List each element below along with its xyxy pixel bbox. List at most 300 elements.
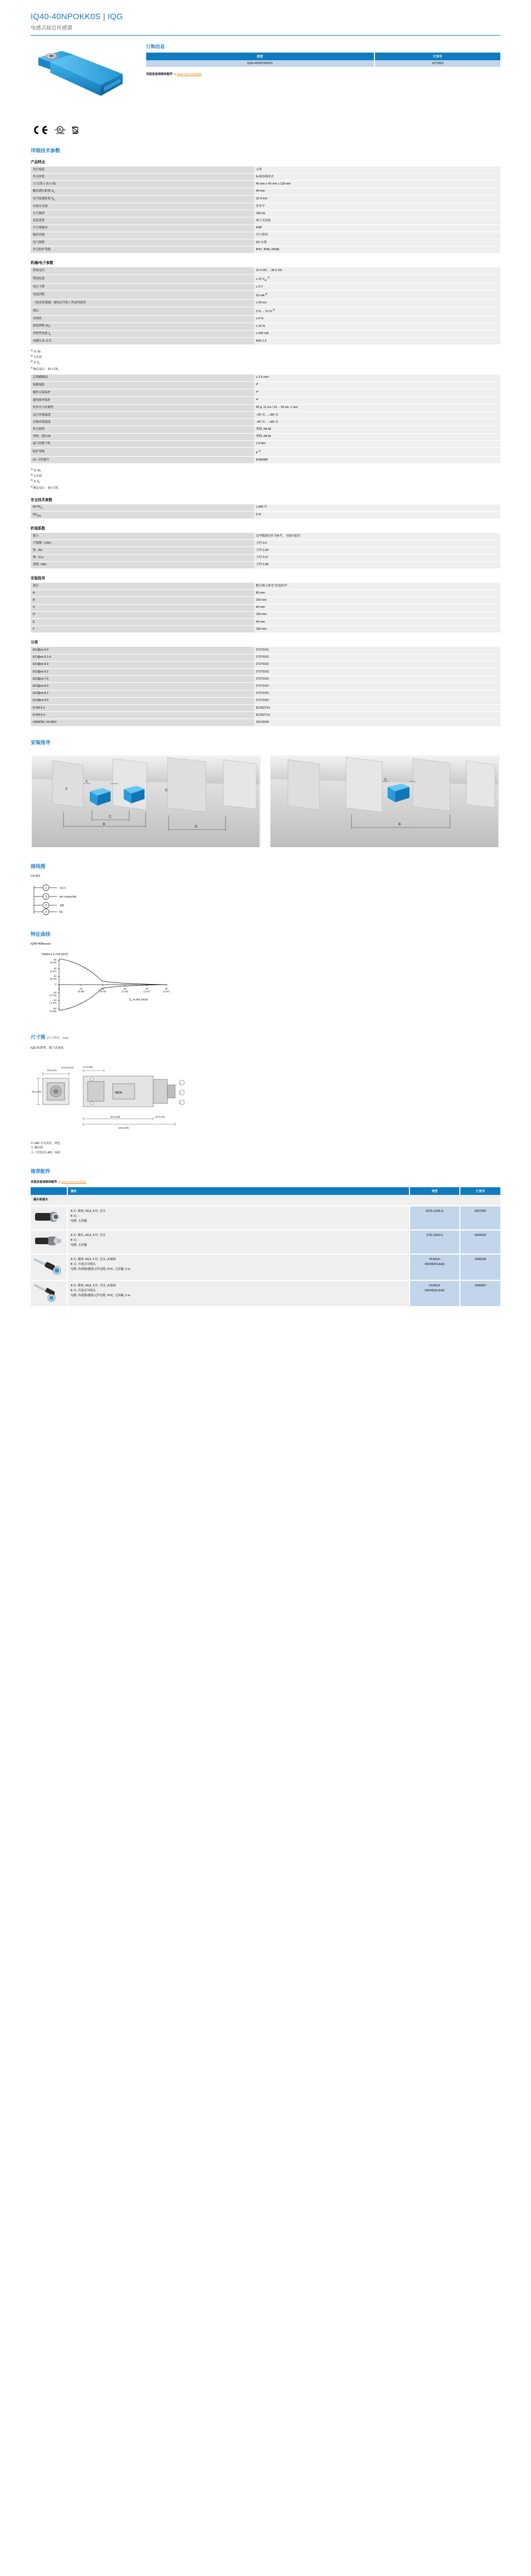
spec-key: ECl@ss 6.2	[31, 669, 254, 675]
table-row	[31, 605, 500, 611]
legend-item: ③ 工作状态 LED，绿色	[31, 1151, 61, 1155]
spec-key: 再现性	[31, 316, 254, 323]
table-row	[31, 562, 500, 568]
spec-value: 120 mm	[254, 612, 500, 618]
svg-text:UL: UL	[57, 128, 62, 132]
svg-text:2: 2	[45, 895, 47, 899]
product-image	[31, 43, 143, 113]
table-row	[31, 705, 500, 711]
spec-key: 连接类型	[31, 217, 254, 224]
dimensions-unit-note: (尺寸单位：mm)	[47, 1036, 69, 1040]
spec-value: ≤ 2 V	[254, 284, 500, 290]
accessory-description: A 头: 插头, M12, 4 针, 直头 B 头: - 电缆: 无屏蔽	[67, 1230, 409, 1254]
table-row	[31, 174, 500, 180]
table-row	[31, 612, 500, 618]
spec-value: 27270101	[254, 662, 500, 668]
accessory-type: DOS-1204-G	[409, 1206, 460, 1230]
spec-value: 20 mA $^{2)}$	[254, 291, 500, 299]
accessories-section-title: 推荐配件	[31, 1169, 51, 1175]
footnotes-mechanical-continued	[31, 468, 500, 490]
spec-value: 27270101	[254, 683, 500, 689]
spec-value: 27270101	[254, 669, 500, 675]
table-row	[31, 267, 500, 274]
spec-value: ≤ 50 ms	[254, 300, 500, 306]
accessory-description: A 头: 插座, M12, 4 针, 弯头, A 编码 B 头: 开放式导线头 电缆: 传感器/激励元件电缆, PVC, 无屏蔽, 5 m	[67, 1280, 409, 1307]
svg-text:E: E	[165, 789, 168, 792]
spec-key: 供电电压	[31, 267, 254, 274]
spec-table-safety	[31, 504, 500, 519]
curve-section-title: 特征曲线	[31, 931, 51, 937]
accessories-group-header	[31, 1195, 500, 1206]
svg-text:118 (4.65): 118 (4.65)	[118, 1126, 129, 1129]
svg-text:us: us	[63, 128, 66, 131]
header-divider	[31, 35, 500, 36]
ordering-cell-type: IQ40-40NPOKK0S	[146, 60, 374, 67]
accessories-note-link[interactable]: www.sick.com/IQG	[61, 1181, 86, 1185]
svg-text:B: B	[103, 823, 106, 826]
table-row	[31, 323, 500, 330]
spec-key: ECl@ss 5.1.4	[31, 654, 254, 661]
svg-text:-(M): -(M)	[59, 904, 65, 907]
table-row	[31, 307, 500, 315]
table-row	[31, 457, 500, 463]
arrow-icon: ➜	[174, 73, 176, 76]
accessories-note	[31, 1180, 500, 1184]
table-row	[31, 316, 500, 323]
svg-text:c: c	[54, 128, 56, 131]
spec-value: –25 °C ... +85 °C	[254, 412, 500, 418]
spec-key: A	[31, 590, 254, 596]
spec-value: 40 mm	[254, 619, 500, 625]
spec-key: 电压下降	[31, 284, 254, 290]
spec-value: ≤ 2.5 mm²	[254, 375, 500, 381]
spec-value: 端子式连接	[254, 217, 500, 224]
spec-key: 黄铜（Ms）	[31, 562, 254, 568]
table-row	[31, 210, 500, 217]
spec-value: 27270101	[254, 676, 500, 682]
table-row	[31, 412, 500, 418]
svg-text:(0.79): (0.79)	[100, 990, 106, 993]
accessories-header-row	[31, 1187, 500, 1195]
certification-marks	[31, 123, 500, 135]
svg-text:(0.39): (0.39)	[78, 990, 84, 993]
spec-value: 150 mm	[254, 626, 500, 633]
spec-key: 不锈钢（V2A）	[31, 540, 254, 547]
footnotes-mechanical	[31, 349, 500, 371]
spec-value: 大约 0.27	[254, 555, 500, 561]
spec-key: 滞后	[31, 307, 254, 315]
footnote: $^{4)}$ 额定电压： 50 V DC.	[31, 366, 59, 371]
spec-key: 外壳防护等级	[31, 246, 254, 253]
table-row	[31, 188, 500, 196]
spec-value: 27270101	[254, 654, 500, 661]
table-row	[31, 540, 500, 547]
svg-text:21 (0.83): 21 (0.83)	[83, 1065, 93, 1068]
spec-value: 27270101	[254, 698, 500, 704]
spec-value	[254, 397, 500, 404]
accessory-order-no: 6009932	[460, 1230, 500, 1254]
spec-value: ≤ 6 %	[254, 316, 500, 323]
arrow-icon: ➜	[58, 1181, 61, 1185]
svg-text:0: 0	[58, 987, 60, 990]
spec-key: 尺寸(宽 x 高 x 深)	[31, 181, 254, 187]
curve-x-axis-label: $S_n$ in mm (inch)	[129, 998, 148, 1002]
footnote: $^{1)}$ 从 Ub.	[31, 468, 42, 473]
spec-key: 运行环境温度	[31, 412, 254, 418]
spec-key: C	[31, 605, 254, 611]
spec-value: 150 mm	[254, 597, 500, 603]
spec-value: 0 %	[254, 511, 500, 519]
table-row	[31, 719, 500, 726]
spec-key: 安全接通距离 $S_a$	[31, 196, 254, 203]
svg-text:0: 0	[55, 982, 56, 986]
svg-text:NC: NC	[59, 910, 64, 914]
weee-mark	[71, 125, 80, 135]
footnote: $^{2)}$ 无负荷.	[31, 473, 43, 478]
ordering-col-order-no: 订货号	[374, 53, 500, 60]
table-row	[31, 203, 500, 210]
table-row	[31, 300, 500, 306]
ordering-note-link[interactable]: www.sick.com/IQG	[177, 73, 202, 76]
spec-value: 27270101	[254, 691, 500, 697]
spec-key: 备注	[31, 583, 254, 589]
svg-text:(-1.57): (-1.57)	[49, 1001, 56, 1004]
spec-value: 3 % ... 15 % $^{3)}$	[254, 307, 500, 315]
accessories-col-order-no: 订货号	[460, 1187, 500, 1195]
ordering-note	[146, 72, 500, 76]
accessory-type: STE-1204-G	[409, 1230, 460, 1254]
wiring-code: Cd-341	[31, 874, 41, 878]
svg-text:(3.05): (3.05)	[50, 961, 56, 964]
table-row	[31, 225, 500, 232]
table-row	[146, 60, 500, 67]
accessory-description: A 头: 插座, M12, 4 针, 直头 B 头: - 电缆: 无屏蔽	[67, 1206, 409, 1230]
group-title-reduction-factor: 折现系数	[31, 526, 45, 531]
table-row	[31, 338, 500, 344]
svg-text:A: A	[384, 778, 387, 781]
ordering-table	[146, 53, 500, 67]
spec-key: UL 文件编号	[31, 457, 254, 463]
spec-key: 通电脉冲保护	[31, 397, 254, 404]
footnote: $^{1)}$ 从 Ub.	[31, 349, 42, 354]
table-row	[31, 590, 500, 596]
group-title-mounting-data: 安装指导	[31, 576, 45, 580]
table-row	[31, 683, 500, 689]
page-subtitle: 电感式接近传感器	[31, 25, 73, 31]
wiring-section-title: 接线图	[31, 863, 46, 869]
spec-value: 标准结构形式	[254, 174, 500, 180]
table-row	[31, 533, 500, 539]
table-row	[31, 217, 500, 224]
spec-value: 大约 0.38	[254, 562, 500, 568]
svg-text:D: D	[195, 825, 198, 829]
spec-value: ≤ 200 mA	[254, 331, 500, 338]
svg-text:50: 50	[165, 987, 168, 990]
check-icon: ✔	[256, 398, 259, 402]
dimensions-subtitle: IQG 标准型，端子式连接	[31, 1046, 64, 1050]
spec-value: E340498	[254, 457, 500, 463]
detail-section-title: 详细技术参数	[31, 148, 61, 153]
table-row	[31, 382, 500, 389]
svg-text:ø 5,5 (0.22): ø 5,5 (0.22)	[61, 1066, 74, 1069]
table-row	[31, 626, 500, 633]
table-row	[31, 647, 500, 653]
page-header	[31, 0, 500, 36]
ordering-cell-order-no: 1071853	[374, 60, 500, 67]
spec-key: （接近传感器）通电后开始工作前的延时	[31, 300, 254, 306]
svg-text:1: 1	[180, 1082, 182, 1084]
table-row	[31, 583, 500, 589]
spec-value: 80 mm	[254, 590, 500, 596]
spec-key: 提示	[31, 533, 254, 539]
table-row	[31, 1254, 500, 1280]
svg-text:1: 1	[45, 886, 47, 890]
spec-key: 输出功能	[31, 232, 254, 239]
ordering-col-type: 类型	[146, 53, 374, 60]
table-row	[31, 597, 500, 603]
spec-key: 温度漂移 $(S_r)$	[31, 323, 254, 330]
table-row	[31, 181, 500, 187]
spec-value: 100 Hz	[254, 210, 500, 217]
svg-text:3: 3	[45, 904, 47, 907]
spec-key: ECl@ss 6.0	[31, 662, 254, 668]
svg-text:(1.57): (1.57)	[50, 969, 56, 973]
spec-value	[254, 382, 500, 389]
spec-value: 32.4 mm	[254, 196, 500, 203]
mounting-section-title: 安装指导	[31, 739, 51, 745]
spec-value: DC 3 线	[254, 239, 500, 246]
accessory-order-no: 6007302	[460, 1206, 500, 1230]
spec-key: 铜（Cu）	[31, 555, 254, 561]
svg-text:(1.97): (1.97)	[163, 990, 170, 993]
accessories-note-text: 其他设备规格和配件	[31, 1181, 57, 1185]
spec-key: ECl@ss 7.0	[31, 676, 254, 682]
svg-text:40 (1.57): 40 (1.57)	[47, 1068, 57, 1072]
table-row	[31, 419, 500, 426]
spec-value: –40 °C ... +85 °C	[254, 419, 500, 426]
spec-key: ECl@ss 8.0	[31, 683, 254, 689]
spec-key: $DC_{avg}$	[31, 511, 254, 519]
svg-text:-60: -60	[53, 1007, 56, 1010]
table-row	[31, 405, 500, 411]
ul-listed-mark	[54, 125, 66, 135]
table-row	[31, 426, 500, 433]
dimensions-section-title	[31, 1033, 500, 1040]
svg-text:+(L+): +(L+)	[59, 886, 66, 890]
spec-value: 开口常闭	[254, 232, 500, 239]
table-row	[31, 166, 500, 173]
svg-text:40 (1.57): 40 (1.57)	[155, 1115, 165, 1118]
table-row	[31, 246, 500, 253]
table-row	[31, 232, 500, 239]
accessory-type: YG2A14- 050VB3XLEAX	[409, 1280, 460, 1307]
footnote: $^{4)}$ 额定电压： 50 V DC.	[31, 485, 59, 490]
table-row	[31, 196, 500, 203]
svg-text:(1.18): (1.18)	[122, 990, 128, 993]
spec-value: II $^{4)}$	[254, 448, 500, 456]
svg-text:C: C	[109, 815, 112, 819]
spec-value: 大约 0.9	[254, 540, 500, 547]
connector-socket-straight-icon	[31, 1206, 67, 1230]
accessories-group-label: 插头和接头	[31, 1195, 500, 1206]
spec-table-reduction-factor	[31, 532, 500, 569]
spec-value: 塑料, PA 66	[254, 434, 500, 440]
svg-text:(-3.05): (-3.05)	[49, 1009, 56, 1013]
table-row	[31, 441, 500, 447]
page-title: IQ40-40NPOKK0S | IQG	[31, 12, 123, 21]
table-row	[31, 1230, 500, 1254]
svg-text:SICK: SICK	[115, 1091, 123, 1095]
spec-value: ± 10 %	[254, 323, 500, 330]
table-row	[31, 284, 500, 290]
spec-value: 1,406 年	[254, 504, 500, 511]
svg-text:10: 10	[79, 987, 83, 990]
svg-text:3: 3	[180, 1101, 182, 1104]
spec-table-mechanical-continued	[31, 374, 500, 464]
spec-value: 塑料, PA 66	[254, 426, 500, 433]
footnote: $^{2)}$ 无负荷.	[31, 354, 43, 359]
spec-key: 安装在金属	[31, 203, 254, 210]
table-row	[31, 331, 500, 338]
spec-key: 外壳形状	[31, 174, 254, 180]
spec-value: 10 V DC ... 30 V DC	[254, 267, 500, 274]
svg-text:40: 40	[145, 987, 148, 990]
spec-value: 30 g, 11 ms / 10 ... 55 Hz, 1 mm	[254, 405, 500, 411]
spec-key: E	[31, 619, 254, 625]
accessories-col-type: 类型	[409, 1187, 460, 1195]
spec-key: 外壳材料	[31, 426, 254, 433]
spec-key: 极性反接保护	[31, 389, 254, 396]
svg-text:not connected: not connected	[59, 895, 77, 899]
table-row	[31, 504, 500, 511]
table-row	[31, 389, 500, 396]
group-title-product-features: 产品特点	[31, 160, 45, 164]
spec-value: 39122030	[254, 719, 500, 726]
table-row	[31, 397, 500, 404]
spec-key: 防护等级	[31, 448, 254, 456]
spec-key: 开关频率	[31, 210, 254, 217]
ordering-note-text: 其他设备规格和配件	[146, 73, 173, 76]
spec-value: IP67, IP68, IP69K	[254, 246, 500, 253]
cable-straight-icon	[31, 1254, 67, 1280]
spec-value: ≤ 10 $V_{ss}$ $^{1)}$	[254, 275, 500, 284]
table-row	[31, 547, 500, 554]
top-section	[31, 43, 500, 113]
table-row	[31, 691, 500, 697]
table-row	[31, 275, 500, 284]
svg-text:60 (2.36): 60 (2.36)	[111, 1115, 120, 1118]
svg-text:60: 60	[54, 958, 56, 961]
legend-item: ② 感应面	[31, 1146, 43, 1150]
spec-value: 这些数据仅作为参考，可能有偏差	[254, 533, 500, 539]
spec-value: 1.8 Nm	[254, 441, 500, 447]
spec-key: 短路保险	[31, 382, 254, 389]
accessory-order-no: 2096235	[460, 1254, 500, 1280]
table-row	[31, 511, 500, 519]
spec-key: 芯线横截面	[31, 375, 254, 381]
svg-text:20: 20	[101, 987, 105, 990]
spec-key: 存储环境温度	[31, 419, 254, 426]
table-row	[31, 448, 500, 456]
spec-value: 40 mm	[254, 605, 500, 611]
accessories-table	[31, 1187, 500, 1307]
table-row	[31, 1206, 500, 1230]
spec-key: UNSPSC 16.0901	[31, 719, 254, 726]
table-row	[31, 712, 500, 718]
spec-key: 铝（Al）	[31, 547, 254, 554]
spec-key: $MTTF_D$	[31, 504, 254, 511]
spec-value: 非齐平	[254, 203, 500, 210]
spec-key: ETIM 5.0	[31, 705, 254, 711]
svg-text:(-0.79): (-0.79)	[49, 993, 56, 997]
table-row	[31, 434, 500, 440]
accessory-order-no: 2095897	[460, 1280, 500, 1307]
svg-text:(1.57): (1.57)	[143, 990, 150, 993]
table-row	[31, 619, 500, 625]
table-row	[31, 239, 500, 246]
spec-value	[254, 389, 500, 396]
connector-plug-straight-icon	[31, 1230, 67, 1254]
table-row	[31, 662, 500, 668]
curve-model: IQ40-40Nxxxxx	[31, 942, 51, 946]
table-row	[31, 698, 500, 704]
check-icon: ✔	[256, 390, 259, 394]
svg-text:40 (1.57): 40 (1.57)	[32, 1090, 42, 1093]
svg-text:40: 40	[54, 967, 56, 970]
spec-value: 大约 0.34	[254, 547, 500, 554]
spec-value: M20 1.5	[254, 338, 500, 344]
group-title-mechanical-electronic: 机械/电子参数	[31, 261, 54, 266]
svg-text:(0.79): (0.79)	[50, 977, 56, 980]
table-row	[31, 669, 500, 675]
spec-value: 27270101	[254, 647, 500, 653]
svg-text:A: A	[85, 780, 88, 784]
spec-value: EC002714	[254, 705, 500, 711]
spec-key: 电气规格	[31, 239, 254, 246]
curve-y-axis-label: Distance in mm (inch)	[42, 952, 68, 956]
spec-key: F	[31, 626, 254, 633]
table-row	[31, 555, 500, 561]
spec-key: 电流消耗	[31, 291, 254, 299]
svg-text:-40: -40	[53, 998, 56, 1002]
svg-text:LISTED: LISTED	[56, 132, 65, 135]
ordering-table-header-row	[146, 53, 500, 60]
ordering-information	[143, 43, 500, 113]
spec-value: PNP	[254, 225, 500, 232]
wiring-diagram	[31, 882, 500, 918]
spec-key: 最大扭紧力矩	[31, 441, 254, 447]
spec-key: 电缆压盖 夹具	[31, 338, 254, 344]
spec-key: 抗冲击与抗振性	[31, 405, 254, 411]
spec-key: 材料，感应面	[31, 434, 254, 440]
svg-text:4: 4	[45, 910, 47, 914]
svg-text:30: 30	[123, 987, 126, 990]
ordering-section-title: 订购信息	[146, 44, 165, 49]
spec-value: EC002714	[254, 712, 500, 718]
legend-item: ① LED 开关状态，黄色	[31, 1141, 60, 1145]
spec-table-mechanical-electronic	[31, 267, 500, 345]
spec-key: ECl@ss 5.0	[31, 647, 254, 653]
footnote: $^{3)}$ 从 $S_r$.	[31, 479, 41, 484]
spec-key: ECl@ss 8.1	[31, 691, 254, 697]
dimension-legend	[31, 1141, 500, 1156]
spec-value: 40 mm x 40 mm x 118 mm	[254, 181, 500, 187]
spec-key: 设计构造	[31, 166, 254, 173]
table-row	[31, 654, 500, 661]
check-icon: ✔	[256, 383, 259, 387]
accessories-col-image	[31, 1187, 67, 1195]
spec-key: 持续性电流 $I_a$	[31, 331, 254, 338]
